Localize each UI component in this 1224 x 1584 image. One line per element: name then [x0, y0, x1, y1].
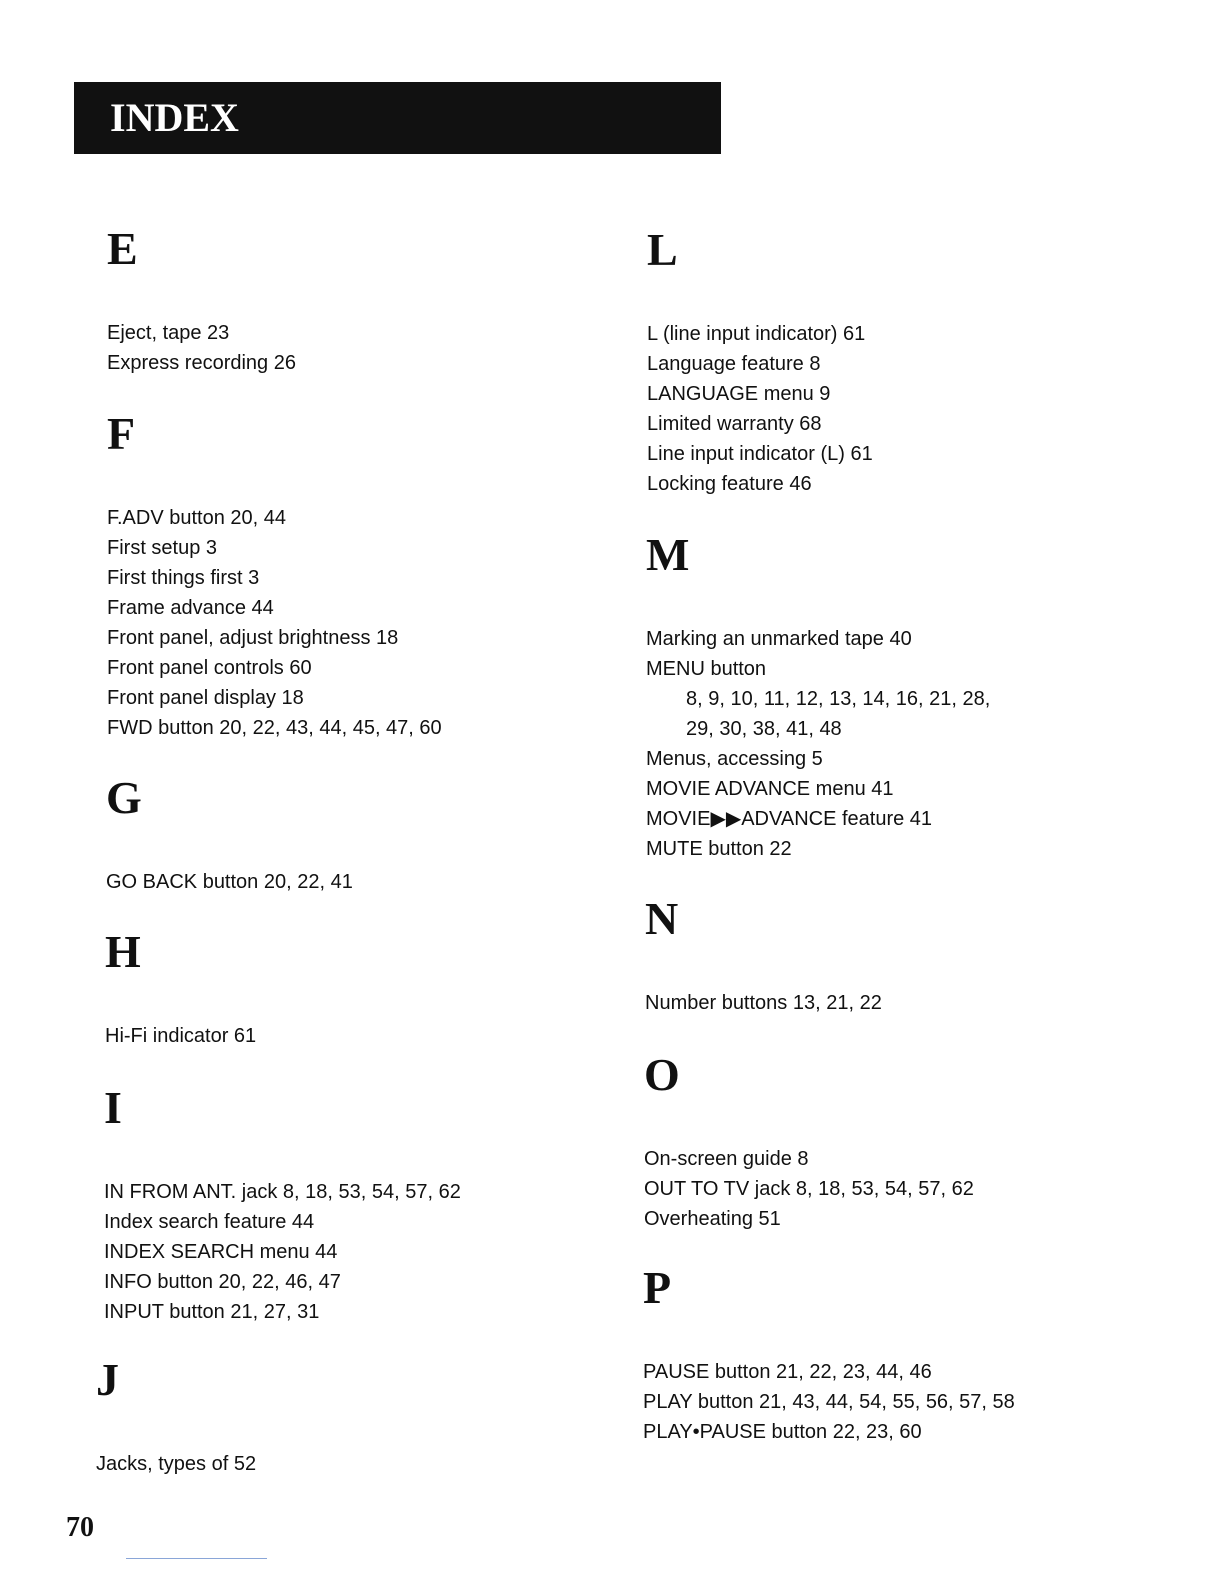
index-entry: Index search feature 44 — [104, 1211, 315, 1233]
section-letter: M — [646, 529, 690, 580]
section-j — [96, 1354, 257, 1479]
index-entry: Hi-Fi indicator 61 — [105, 1025, 257, 1047]
index-entry: Number buttons 13, 21, 22 — [645, 992, 882, 1014]
index-entry: F.ADV button 20, 44 — [107, 507, 287, 529]
entry-list — [105, 1021, 256, 1051]
section-letter: E — [107, 223, 138, 274]
index-entry: Limited warranty 68 — [647, 413, 822, 435]
index-entry: L (line input indicator) 61 — [647, 323, 866, 345]
index-entry: IN FROM ANT. jack 8, 18, 53, 54, 57, 62 — [104, 1181, 461, 1203]
index-entry: MUTE button 22 — [646, 838, 792, 860]
index-entry: First things first 3 — [107, 567, 260, 589]
index-entry: Express recording 26 — [107, 352, 296, 374]
index-entry: LANGUAGE menu 9 — [647, 383, 831, 405]
index-entry: Front panel display 18 — [107, 687, 304, 709]
entry-list — [647, 319, 873, 499]
index-entry: Frame advance 44 — [107, 597, 274, 619]
page-number: 70 — [66, 1512, 94, 1543]
section-letter: N — [645, 893, 679, 944]
section-g — [106, 772, 353, 897]
entry-list — [96, 1449, 256, 1479]
section-m — [646, 529, 991, 864]
section-p — [643, 1262, 1015, 1447]
index-entry: OUT TO TV jack 8, 18, 53, 54, 57, 62 — [644, 1178, 974, 1200]
index-entry: Marking an unmarked tape 40 — [646, 628, 912, 650]
section-l — [647, 224, 873, 499]
entry-list — [107, 503, 442, 743]
index-entry-continued: 29, 30, 38, 41, 48 — [686, 718, 842, 740]
section-letter: O — [644, 1049, 680, 1100]
entry-list — [644, 1144, 974, 1234]
index-entry: MOVIE ADVANCE menu 41 — [646, 778, 894, 800]
index-entry: Front panel, adjust brightness 18 — [107, 627, 399, 649]
index-entry: INDEX SEARCH menu 44 — [104, 1241, 338, 1263]
index-entry: INFO button 20, 22, 46, 47 — [104, 1271, 341, 1293]
section-letter: J — [96, 1354, 119, 1405]
entry-list — [645, 988, 882, 1018]
footer-divider — [126, 1558, 267, 1559]
index-entry: MOVIE▶▶ADVANCE feature 41 — [646, 808, 933, 830]
index-entry: MENU button — [646, 658, 767, 680]
entry-list — [104, 1177, 461, 1327]
index-entry: Overheating 51 — [644, 1208, 781, 1230]
index-entry: Front panel controls 60 — [107, 657, 312, 679]
entry-list — [646, 624, 990, 864]
entry-list — [106, 867, 353, 897]
index-entry: Menus, accessing 5 — [646, 748, 823, 770]
section-letter: L — [647, 224, 678, 275]
entry-list — [643, 1357, 1015, 1447]
index-entry: On-screen guide 8 — [644, 1148, 809, 1170]
index-entry: Language feature 8 — [647, 353, 821, 375]
section-letter: H — [105, 926, 141, 977]
section-f — [107, 408, 442, 743]
section-o — [644, 1049, 974, 1234]
index-entry: Jacks, types of 52 — [96, 1453, 257, 1475]
section-e — [107, 223, 296, 378]
index-entry: FWD button 20, 22, 43, 44, 45, 47, 60 — [107, 717, 442, 739]
index-entry: Locking feature 46 — [647, 473, 812, 495]
index-entry: GO BACK button 20, 22, 41 — [106, 871, 353, 893]
page-title: INDEX — [110, 95, 239, 140]
index-entry: First setup 3 — [107, 537, 218, 559]
section-letter: F — [107, 408, 136, 459]
index-title-banner — [74, 82, 721, 154]
section-h — [105, 926, 257, 1051]
index-entry-continued: 8, 9, 10, 11, 12, 13, 14, 16, 21, 28, — [686, 688, 991, 710]
index-entry: INPUT button 21, 27, 31 — [104, 1301, 320, 1323]
section-letter: P — [643, 1262, 672, 1313]
section-i — [104, 1082, 461, 1327]
index-entry: PLAY•PAUSE button 22, 23, 60 — [643, 1421, 922, 1443]
index-entry: Line input indicator (L) 61 — [647, 443, 873, 465]
section-letter: I — [104, 1082, 122, 1133]
section-n — [645, 893, 882, 1018]
index-entry: PAUSE button 21, 22, 23, 44, 46 — [643, 1361, 932, 1383]
index-entry: PLAY button 21, 43, 44, 54, 55, 56, 57, 58 — [643, 1391, 1015, 1413]
entry-list — [107, 318, 296, 378]
index-entry: Eject, tape 23 — [107, 322, 230, 344]
section-letter: G — [106, 772, 142, 823]
